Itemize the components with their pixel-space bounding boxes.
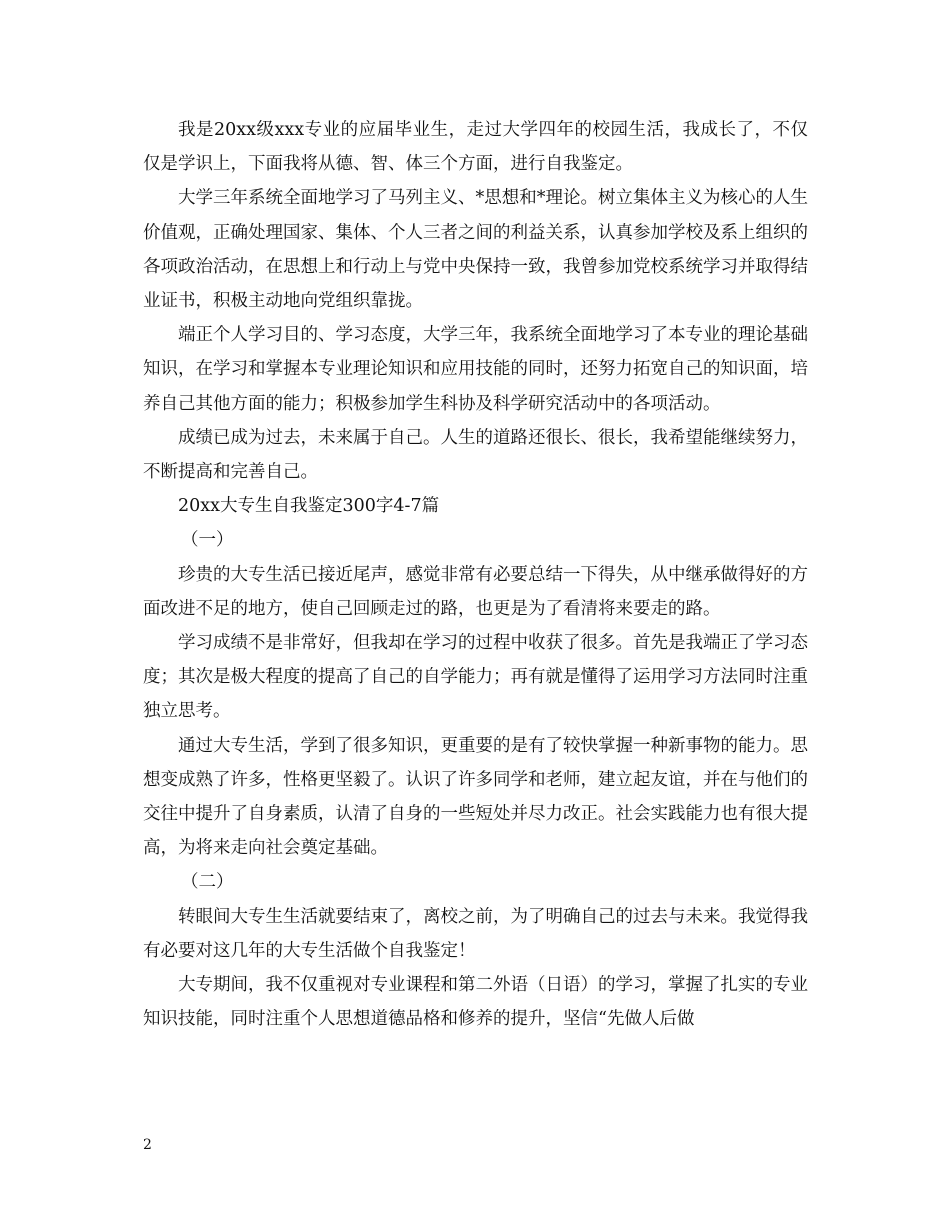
paragraph: 我是20xx级xxx专业的应届毕业生，走过大学四年的校园生活，我成长了，不仅仅是学识上，下面我将从德、智、体三个方面，进行自我鉴定。 bbox=[143, 120, 808, 175]
paragraph: 端正个人学习目的、学习态度，大学三年，我系统全面地学习了本专业的理论基础知识，在学习和掌握本专业理论知识和应用技能的同时，还努力拓宽自己的知识面，培养自己其他方面的能力；积极参加学生科协及科学研究活动中的各项活动。 bbox=[143, 325, 808, 414]
subsection-label: （一） bbox=[181, 530, 234, 551]
paragraph: 珍贵的大专生活已接近尾声，感觉非常有必要总结一下得失，从中继承做得好的方面改进不足的地方，使自己回顾走过的路，也更是为了看清将来要走的路。 bbox=[143, 564, 808, 619]
paragraph: 通过大专生活，学到了很多知识，更重要的是有了较快掌握一种新事物的能力。思想变成熟了许多，性格更坚毅了。认识了许多同学和老师，建立起友谊，并在与他们的交往中提升了自身素质，认清了自身的一些短处并尽力改正。社会实践能力也有很大提高，为将来走向社会奠定基础。 bbox=[143, 735, 808, 859]
paragraph: 学习成绩不是非常好，但我却在学习的过程中收获了很多。首先是我端正了学习态度；其次是极大程度的提高了自己的自学能力；再有就是懂得了运用学习方法同时注重独立思考。 bbox=[143, 633, 808, 722]
section-heading: 20xx大专生自我鉴定300字4-7篇 bbox=[178, 496, 440, 517]
paragraph: 大专期间，我不仅重视对专业课程和第二外语（日语）的学习，掌握了扎实的专业知识技能，同时注重个人思想道德品格和修养的提升，坚信“先做人后做 bbox=[143, 975, 808, 1030]
page-number: 2 bbox=[143, 1137, 152, 1153]
paragraph: 转眼间大专生生活就要结束了，离校之前，为了明确自己的过去与未来。我觉得我有必要对这几年的大专生活做个自我鉴定！ bbox=[143, 906, 808, 961]
subsection-label: （二） bbox=[181, 872, 234, 893]
paragraph: 成绩已成为过去，未来属于自己。人生的道路还很长、很长，我希望能继续努力，不断提高和完善自己。 bbox=[143, 427, 808, 483]
document-body bbox=[143, 113, 808, 1036]
paragraph: 大学三年系统全面地学习了马列主义、*思想和*理论。树立集体主义为核心的人生价值观，正确处理国家、集体、个人三者之间的利益关系，认真参加学校及系上组织的各项政治活动，在思想上和行动上与党中央保持一致，我曾参加党校系统学习并取得结业证书，积极主动地向党组织靠拢。 bbox=[143, 188, 808, 312]
